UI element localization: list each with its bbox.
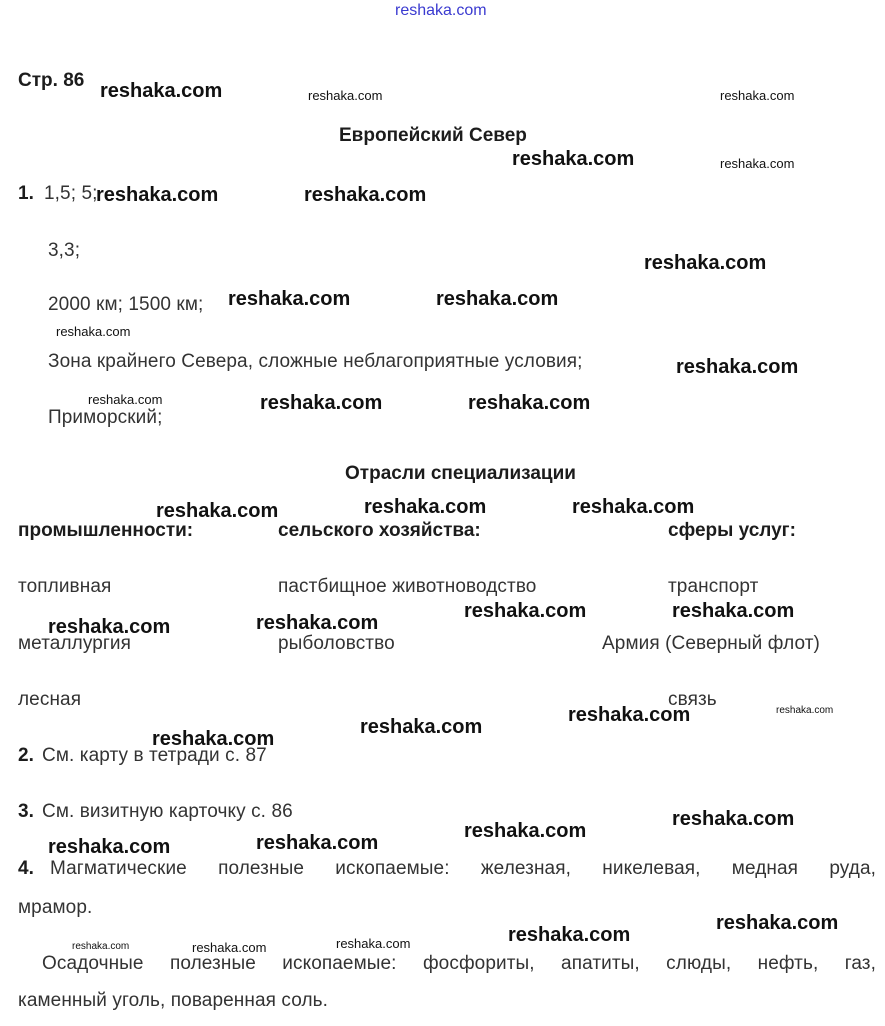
watermark: reshaka.com (228, 288, 351, 310)
watermark: reshaka.com (48, 836, 171, 858)
agriculture-item-pasture: пастбищное животноводство (278, 576, 537, 597)
watermark: reshaka.com (304, 184, 427, 206)
q4-sedimentary-text: Осадочные полезные ископаемые: фосфориты, апатиты, слюды, нефть, газ, (42, 953, 876, 974)
q4-sedimentary-text-cont: каменный уголь, поваренная соль. (18, 990, 329, 1011)
watermark: reshaka.com (88, 392, 163, 407)
watermark: reshaka.com (56, 324, 131, 339)
watermark: reshaka.com (152, 728, 275, 750)
watermark: reshaka.com (572, 496, 695, 518)
q1-answer-line-1: 1,5; 5; (44, 183, 98, 204)
watermark: reshaka.com (260, 392, 383, 414)
watermark: reshaka.com (256, 612, 379, 634)
watermark: reshaka.com (468, 392, 591, 414)
q4-number: 4. (18, 858, 34, 879)
agriculture-item-fishing: рыболовство (278, 633, 395, 654)
col-header-industry: промышленности: (18, 520, 194, 541)
watermark: reshaka.com (436, 288, 559, 310)
col-header-services: сферы услуг: (668, 520, 796, 541)
services-item-communication: связь (668, 689, 717, 710)
watermark: reshaka.com (672, 808, 795, 830)
q2-number: 2. (18, 745, 34, 766)
watermark: reshaka.com (568, 704, 691, 726)
watermark: reshaka.com (308, 88, 383, 103)
watermark: reshaka.com (512, 148, 635, 170)
watermark: reshaka.com (364, 496, 487, 518)
q1-answer-line-4: Зона крайнего Севера, сложные неблагоприятные условия; (48, 351, 583, 372)
watermark: reshaka.com (508, 924, 631, 946)
industry-item-forestry: лесная (18, 689, 82, 710)
watermark: reshaka.com (676, 356, 799, 378)
watermark: reshaka.com (672, 600, 795, 622)
watermark: reshaka.com (720, 88, 795, 103)
q1-number: 1. (18, 183, 34, 204)
watermark: reshaka.com (644, 252, 767, 274)
page-header: Стр. 86 (18, 70, 85, 91)
q1-answer-line-3: 2000 км; 1500 км; (48, 294, 204, 315)
watermark: reshaka.com (464, 820, 587, 842)
q1-answer-line-2: 3,3; (48, 240, 81, 261)
watermark: reshaka.com (72, 941, 130, 952)
watermark: reshaka.com (776, 705, 834, 716)
q1-answer-line-5: Приморский; (48, 407, 163, 428)
q4-magmatic-text: Магматические полезные ископаемые: железная, никелевая, медная руда, (50, 858, 876, 879)
table-caption: Отрасли специализации (345, 463, 576, 484)
watermark: reshaka.com (256, 832, 379, 854)
watermark: reshaka.com (464, 600, 587, 622)
q4-magmatic-text-cont: мрамор. (18, 897, 93, 918)
watermark: reshaka.com (716, 912, 839, 934)
watermark: reshaka.com (360, 716, 483, 738)
watermark-top: reshaka.com (395, 2, 487, 19)
industry-item-metallurgy: металлургия (18, 633, 132, 654)
page-title: Европейский Север (339, 125, 527, 146)
q2-text: См. карту в тетради с. 87 (42, 745, 267, 766)
watermark: reshaka.com (720, 156, 795, 171)
services-item-army: Армия (Северный флот) (602, 633, 820, 654)
watermark: reshaka.com (100, 80, 223, 102)
q3-text: См. визитную карточку с. 86 (42, 801, 293, 822)
watermark: reshaka.com (336, 936, 411, 951)
col-header-agriculture: сельского хозяйства: (278, 520, 481, 541)
watermark: reshaka.com (96, 184, 219, 206)
q3-number: 3. (18, 801, 34, 822)
industry-item-fuel: топливная (18, 576, 112, 597)
services-item-transport: транспорт (668, 576, 759, 597)
watermark: reshaka.com (192, 940, 267, 955)
watermark: reshaka.com (156, 500, 279, 522)
watermark: reshaka.com (48, 616, 171, 638)
